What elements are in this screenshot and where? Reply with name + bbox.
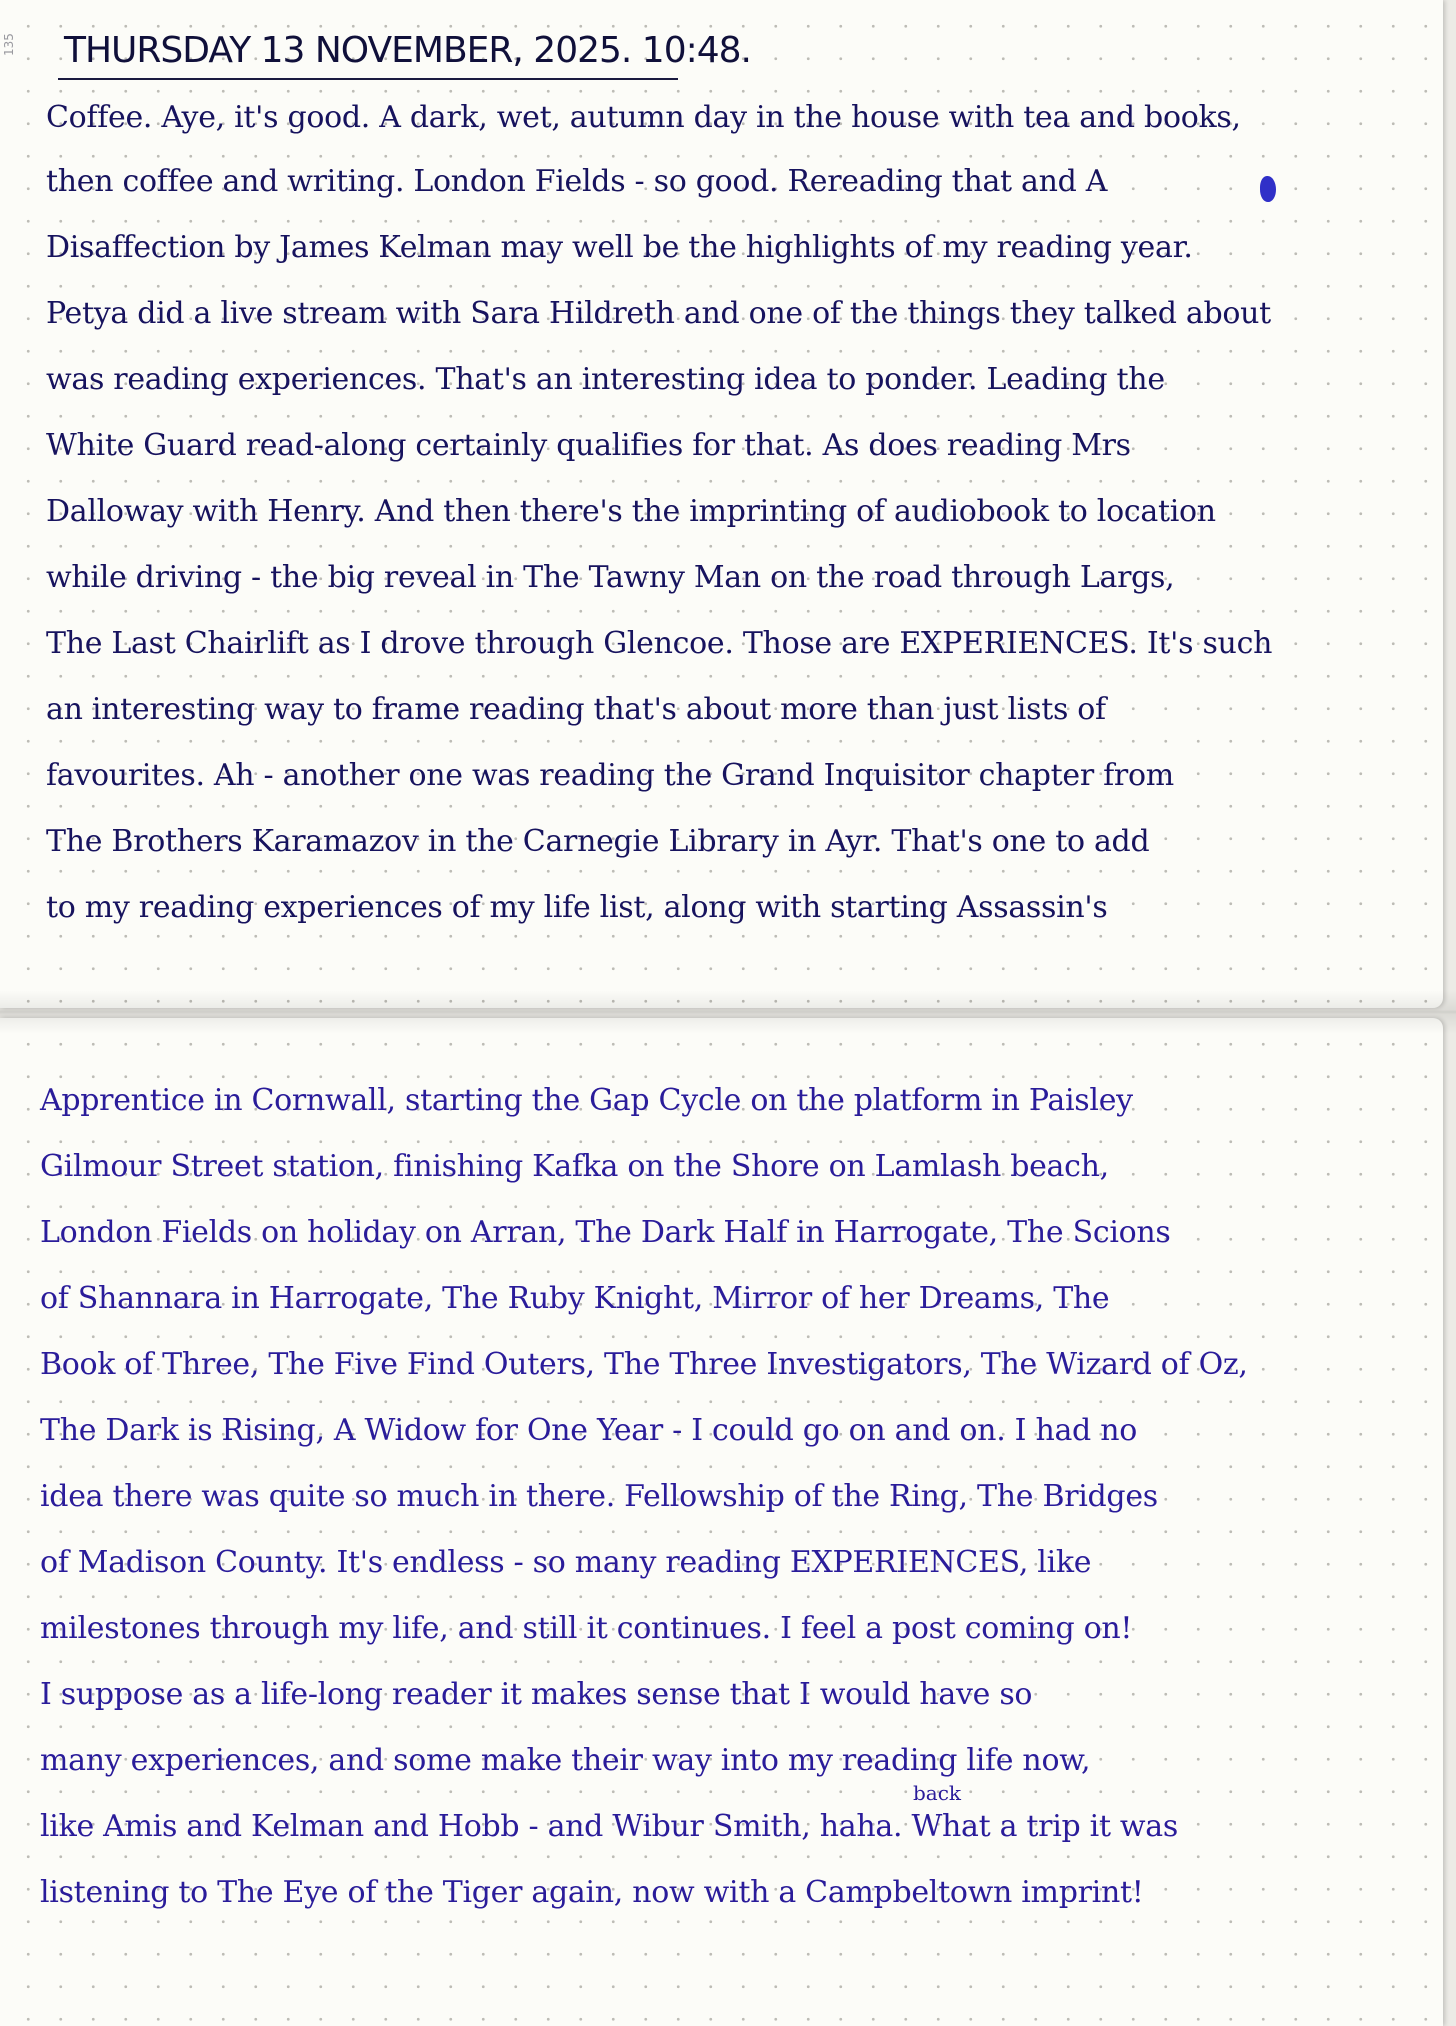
journal-line: Dalloway with Henry. And then there's the imprinting of audiobook to location: [46, 494, 1216, 529]
journal-line: White Guard read-along certainly qualifies for that. As does reading Mrs: [46, 428, 1131, 463]
journal-line: an interesting way to frame reading that's about more than just lists of: [46, 692, 1106, 727]
journal-line: listening to The Eye of the Tiger again, now with a Campbeltown imprint!: [40, 1875, 1144, 1910]
notebook-page-bottom: [0, 1018, 1443, 2026]
journal-line: while driving - the big reveal in The Tawny Man on the road through Largs,: [46, 560, 1175, 595]
journal-line: I suppose as a life-long reader it makes sense that I would have so: [40, 1677, 1033, 1712]
journal-line: favourites. Ah - another one was reading the Grand Inquisitor chapter from: [46, 758, 1174, 793]
journal-line: Gilmour Street station, finishing Kafka on the Shore on Lamlash beach,: [40, 1149, 1109, 1184]
notebook-page-top: [0, 0, 1443, 1008]
journal-line: milestones through my life, and still it continues. I feel a post coming on!: [40, 1611, 1133, 1646]
journal-line: The Brothers Karamazov in the Carnegie Library in Ayr. That's one to add: [46, 824, 1150, 859]
journal-line: like Amis and Kelman and Hobb - and Wibur Smith, haha. What a trip it was: [40, 1809, 1178, 1844]
journal-line: of Madison County. It's endless - so many reading EXPERIENCES, like: [40, 1545, 1092, 1580]
journal-line: Apprentice in Cornwall, starting the Gap Cycle on the platform in Paisley: [40, 1083, 1133, 1118]
journal-line: The Last Chairlift as I drove through Glencoe. Those are EXPERIENCES. It's such: [46, 626, 1273, 661]
entry-date: THURSDAY 13 NOVEMBER, 2025. 10:48.: [64, 30, 751, 71]
journal-line: Book of Three, The Five Find Outers, The Three Investigators, The Wizard of Oz,: [40, 1347, 1248, 1382]
journal-line: was reading experiences. That's an interesting idea to ponder. Leading the: [46, 362, 1165, 397]
journal-line: idea there was quite so much in there. Fellowship of the Ring, The Bridges: [40, 1479, 1158, 1514]
journal-line: of Shannara in Harrogate, The Ruby Knight, Mirror of her Dreams, The: [40, 1281, 1110, 1316]
journal-line: Coffee. Aye, it's good. A dark, wet, autumn day in the house with tea and books,: [46, 100, 1241, 135]
journal-line: The Dark is Rising, A Widow for One Year - I could go on and on. I had no: [40, 1413, 1137, 1448]
date-underline: [58, 78, 678, 80]
journal-line: many experiences, and some make their way into my reading life now,: [40, 1743, 1091, 1778]
ink-blot: [1260, 176, 1276, 202]
journal-line: Disaffection by James Kelman may well be the highlights of my reading year.: [46, 230, 1193, 265]
journal-line: London Fields on holiday on Arran, The Dark Half in Harrogate, The Scions: [40, 1215, 1171, 1250]
journal-line: to my reading experiences of my life list, along with starting Assassin's: [46, 890, 1108, 925]
journal-line: Petya did a live stream with Sara Hildreth and one of the things they talked about: [46, 296, 1271, 331]
notebook-gutter: [0, 990, 1456, 1034]
journal-line: then coffee and writing. London Fields - so good. Rereading that and A: [46, 164, 1108, 199]
page-number: 135: [2, 33, 16, 56]
insertion-note: back: [913, 1781, 962, 1805]
